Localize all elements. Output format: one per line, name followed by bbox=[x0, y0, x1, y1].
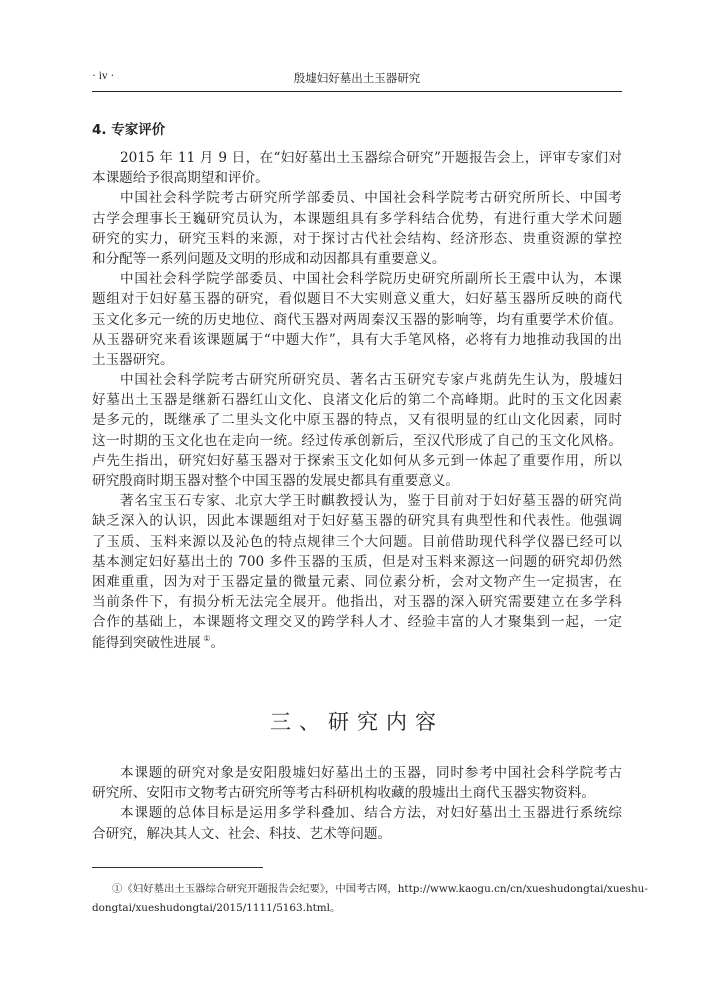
paragraph bbox=[92, 803, 622, 843]
body-text bbox=[92, 148, 622, 653]
footnote-line: ①《妇好墓出土玉器综合研究开题报告会纪要》，中国考古网，http://www.kaogu.cn/cn/xueshudongtai/xueshu- bbox=[112, 883, 648, 895]
text-line: 研究的实力，研究玉料的来源，对于探讨古代社会结构、经济形态、贵重资源的掌控 bbox=[92, 230, 622, 247]
period: 。 bbox=[210, 634, 225, 651]
text-line: 研究所、安阳市文物考古研究所等考古科研机构收藏的殷墟出土商代玉器实物资料。 bbox=[92, 785, 595, 802]
text-line: 本课题的总体目标是运用多学科叠加、结合方法，对妇好墓出土玉器进行系统综 bbox=[120, 805, 622, 822]
running-header bbox=[92, 68, 622, 90]
text-line: 了玉质、玉料来源以及沁色的特点规律三个大问题。目前借助现代科学仪器已经可以 bbox=[92, 533, 622, 550]
paragraph bbox=[92, 269, 622, 370]
text-line: 著名宝玉石专家、北京大学王时麒教授认为，鉴于目前对于妇好墓玉器的研究尚 bbox=[120, 493, 622, 510]
paragraph bbox=[92, 148, 622, 188]
section-title: 三、研究内容 bbox=[270, 710, 444, 734]
text-line: 从玉器研究来看该课题属于“中题大作”，具有大手笔风格，必将有力地推动我国的出 bbox=[92, 331, 622, 348]
paragraph bbox=[92, 370, 622, 491]
subsection-heading: 4. 专家评价 bbox=[92, 122, 166, 138]
text-line: 2015 年 11 月 9 日，在“妇好墓出土玉器综合研究”开题报告会上，评审专家们对 bbox=[120, 150, 622, 166]
footnote bbox=[92, 880, 648, 918]
text-line: 缺乏深入的认识，因此本课题组对于妇好墓玉器的研究具有典型性和代表性。他强调 bbox=[92, 513, 622, 530]
paragraph bbox=[92, 188, 622, 269]
footnote-reference[interactable]: ① bbox=[200, 633, 211, 643]
text-line: 研究殷商时期玉器对整个中国玉器的发展史都具有重要意义。 bbox=[92, 473, 460, 489]
text-line: 好墓出土玉器是继新石器红山文化、良渚文化后的第二个高峰期。此时的玉文化因素 bbox=[92, 392, 622, 409]
paragraph bbox=[92, 763, 622, 803]
text-line: 合研究，解决其人文、社会、科技、艺术等问题。 bbox=[92, 825, 392, 842]
text-line: 古学会理事长王巍研究员认为，本课题组具有多学科结合优势，有进行重大学术问题 bbox=[92, 210, 622, 227]
text-line: 困难重重，因为对于玉器定量的微量元素、同位素分析，会对文物产生一定损害，在 bbox=[92, 573, 622, 590]
page-number: · iv · bbox=[92, 70, 115, 82]
text-line: 是多元的，既继承了二里头文化中原玉器的特点，又有很明显的红山文化因素，同时 bbox=[92, 412, 622, 429]
text-line: 能得到突破性进展 ①。 bbox=[92, 633, 225, 651]
paragraph bbox=[92, 491, 622, 653]
text-line: 和分配等一系列问题及文明的形成和动因都具有重要意义。 bbox=[92, 250, 446, 267]
text-line: 玉文化多元一统的历史地位、商代玉器对两周秦汉玉器的影响等，均有重要学术价值。 bbox=[92, 311, 622, 328]
text-line: 当前条件下，有损分析无法完全展开。他指出，对玉器的深入研究需要建立在多学科 bbox=[92, 594, 622, 611]
text-line: 这一时期的玉文化也在走向一统。经过传承创新后，至汉代形成了自己的玉文化风格。 bbox=[92, 432, 622, 449]
text-line: 本课题给予很高期望和评价。 bbox=[92, 170, 269, 187]
text-line: 中国社会科学院考古研究所研究员、著名古玉研究专家卢兆荫先生认为，殷墟妇 bbox=[120, 372, 622, 389]
text-line: 中国社会科学院学部委员、中国社会科学院历史研究所副所长王震中认为，本课 bbox=[120, 271, 622, 288]
footnote-rule bbox=[92, 867, 263, 868]
footnote-line: dongtai/xueshudongtai/2015/1111/5163.html。 bbox=[92, 902, 341, 914]
section-text bbox=[92, 763, 622, 844]
text-line: 卢先生指出，研究妇好墓玉器对于探索玉文化如何从多元到一体起了重要作用，所以 bbox=[92, 452, 622, 469]
text-line: 题组对于妇好墓玉器的研究，看似题目不大实则意义重大，妇好墓玉器所反映的商代 bbox=[92, 291, 622, 308]
text-line: 基本测定妇好墓出土的 700 多件玉器的玉质，但是对玉料来源这一问题的研究却仍然 bbox=[92, 553, 622, 570]
text-line: 中国社会科学院考古研究所学部委员、中国社会科学院考古研究所所长、中国考 bbox=[120, 190, 622, 207]
text-line: 土玉器研究。 bbox=[92, 351, 174, 368]
header-rule bbox=[92, 91, 622, 92]
text-line: 合作的基础上，本课题将文理交叉的跨学科人才、经验丰富的人才聚集到一起，一定 bbox=[92, 614, 622, 631]
text-line: 本课题的研究对象是安阳殷墟妇好墓出土的玉器，同时参考中国社会科学院考古 bbox=[120, 765, 622, 781]
book-title: 殷墟妇好墓出土玉器研究 bbox=[293, 71, 421, 85]
